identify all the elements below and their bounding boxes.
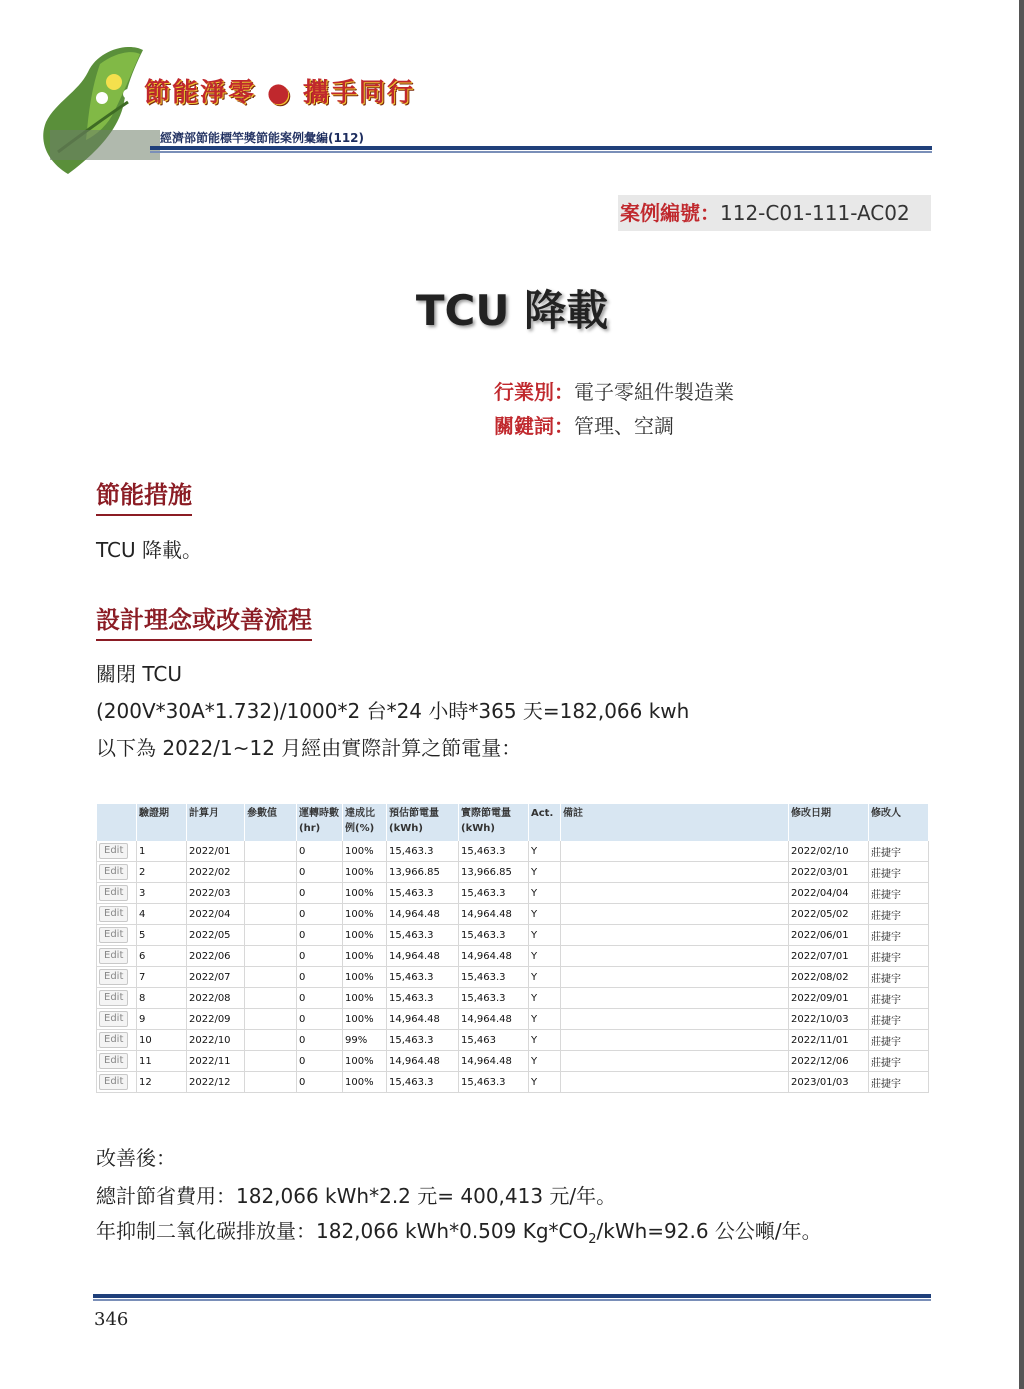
table-cell: 10 (137, 1030, 187, 1051)
table-cell (561, 904, 789, 925)
table-cell (245, 841, 297, 862)
table-cell: 2022/03 (187, 883, 245, 904)
table-cell: 6 (137, 946, 187, 967)
table-cell: 15,463.3 (387, 883, 459, 904)
table-cell: 0 (297, 946, 343, 967)
table-cell: 2023/01/03 (789, 1072, 869, 1093)
table-cell: 2022/08/02 (789, 967, 869, 988)
table-cell: 2022/04 (187, 904, 245, 925)
section-heading-design: 設計理念或改善流程 (96, 600, 312, 641)
table-row (97, 988, 929, 1009)
table-cell: 0 (297, 1009, 343, 1030)
table-cell: 100% (343, 967, 387, 988)
table-header-cell: 達成比例(%) (343, 804, 387, 841)
table-cell: 莊捷宇 (869, 988, 929, 1009)
table-cell: 2022/11/01 (789, 1030, 869, 1051)
cost-saving-line: 總計節省費用：182,066 kWh*2.2 元= 400,413 元/年。 (96, 1184, 617, 1208)
table-cell: 100% (343, 1051, 387, 1072)
edit-cell (97, 883, 137, 904)
table-row (97, 1051, 929, 1072)
table-cell (561, 1051, 789, 1072)
table-cell (245, 883, 297, 904)
table-cell: 13,966.85 (459, 862, 529, 883)
table-cell: 14,964.48 (387, 904, 459, 925)
table-cell: 2022/08 (187, 988, 245, 1009)
page-edge-bar (1019, 0, 1024, 1389)
table-header-cell: 運轉時數(hr) (297, 804, 343, 841)
edit-button[interactable]: Edit (99, 969, 128, 985)
table-cell: 莊捷宇 (869, 946, 929, 967)
table-cell: 2022/07 (187, 967, 245, 988)
table-cell: Y (529, 1072, 561, 1093)
table-cell: 13,966.85 (387, 862, 459, 883)
edit-button[interactable]: Edit (99, 948, 128, 964)
table-cell (561, 988, 789, 1009)
table-cell: 15,463 (459, 1030, 529, 1051)
table-cell (245, 925, 297, 946)
table-cell (561, 1030, 789, 1051)
table-cell: Y (529, 925, 561, 946)
edit-cell (97, 1009, 137, 1030)
table-cell: 0 (297, 1072, 343, 1093)
keywords-value: 管理、空調 (574, 414, 674, 438)
table-cell: 14,964.48 (387, 946, 459, 967)
header-rule-thin (150, 151, 932, 153)
table-cell: 2022/05 (187, 925, 245, 946)
table-cell: 100% (343, 904, 387, 925)
table-row (97, 967, 929, 988)
table-cell: 15,463.3 (459, 988, 529, 1009)
table-header-row (97, 804, 929, 841)
document-title: TCU 降載 (415, 286, 609, 335)
table-header-cell: 備註 (561, 804, 789, 841)
table-cell: 4 (137, 904, 187, 925)
table-cell: 100% (343, 883, 387, 904)
table-cell: 12 (137, 1072, 187, 1093)
table-cell: Y (529, 841, 561, 862)
table-cell: Y (529, 1051, 561, 1072)
table-cell: 99% (343, 1030, 387, 1051)
savings-table-wrapper (96, 804, 928, 1093)
edit-cell (97, 946, 137, 967)
edit-button[interactable]: Edit (99, 906, 128, 922)
table-cell: 15,463.3 (387, 1072, 459, 1093)
table-cell: 莊捷宇 (869, 1030, 929, 1051)
edit-cell (97, 988, 137, 1009)
edit-cell (97, 904, 137, 925)
logo (28, 42, 408, 182)
co2-suffix: /kWh=92.6 公公噸/年。 (596, 1219, 822, 1243)
table-cell (561, 862, 789, 883)
table-cell: 0 (297, 862, 343, 883)
table-cell: 2022/09 (187, 1009, 245, 1030)
table-cell: 0 (297, 904, 343, 925)
table-cell: 15,463.3 (387, 1030, 459, 1051)
edit-cell (97, 967, 137, 988)
table-cell: 15,463.3 (387, 925, 459, 946)
table-row (97, 1009, 929, 1030)
table-row (97, 841, 929, 862)
edit-cell (97, 1030, 137, 1051)
table-cell (245, 967, 297, 988)
design-line-2: (200V*30A*1.732)/1000*2 台*24 小時*365 天=182,066 kwh (96, 699, 690, 723)
edit-button[interactable]: Edit (99, 1074, 128, 1090)
co2-reduction-line (96, 1215, 822, 1247)
table-cell: 2022/06/01 (789, 925, 869, 946)
table-cell (245, 1051, 297, 1072)
case-number-box (618, 195, 931, 231)
table-row (97, 904, 929, 925)
table-cell: 0 (297, 883, 343, 904)
table-cell: 0 (297, 967, 343, 988)
edit-cell (97, 841, 137, 862)
table-cell: 莊捷宇 (869, 904, 929, 925)
case-number-value: 112-C01-111-AC02 (720, 201, 910, 225)
table-cell: Y (529, 946, 561, 967)
table-cell: 100% (343, 988, 387, 1009)
edit-button[interactable]: Edit (99, 1053, 128, 1069)
table-cell: Y (529, 967, 561, 988)
after-label: 改善後： (96, 1146, 176, 1170)
table-cell (561, 925, 789, 946)
table-cell: 莊捷宇 (869, 925, 929, 946)
table-cell: 100% (343, 1009, 387, 1030)
table-cell (245, 1030, 297, 1051)
table-row (97, 862, 929, 883)
table-header-cell: 實際節電量(kWh) (459, 804, 529, 841)
table-cell: 15,463.3 (387, 841, 459, 862)
table-cell: 15,463.3 (459, 841, 529, 862)
table-cell: 莊捷宇 (869, 883, 929, 904)
table-cell: 15,463.3 (459, 967, 529, 988)
table-header-cell: 計算月 (187, 804, 245, 841)
table-cell: 2022/10/03 (789, 1009, 869, 1030)
table-cell: 2022/09/01 (789, 988, 869, 1009)
table-cell: 0 (297, 841, 343, 862)
table-cell: 15,463.3 (387, 967, 459, 988)
table-cell: 2 (137, 862, 187, 883)
edit-button[interactable]: Edit (99, 843, 128, 859)
table-cell: Y (529, 1009, 561, 1030)
keywords-label: 關鍵詞： (494, 414, 574, 438)
co2-subscript: 2 (588, 1232, 597, 1247)
table-cell: 5 (137, 925, 187, 946)
table-cell: 14,964.48 (459, 1051, 529, 1072)
table-cell (245, 904, 297, 925)
table-cell: 2022/06 (187, 946, 245, 967)
measure-text: TCU 降載。 (96, 538, 203, 562)
table-cell: 0 (297, 1051, 343, 1072)
design-line-3: 以下為 2022/1~12 月經由實際計算之節電量： (96, 736, 522, 760)
table-header-cell: 預估節電量(kWh) (387, 804, 459, 841)
table-cell: Y (529, 883, 561, 904)
table-cell (561, 1009, 789, 1030)
edit-cell (97, 1051, 137, 1072)
table-cell (561, 967, 789, 988)
table-cell: 14,964.48 (387, 1009, 459, 1030)
table-cell: 0 (297, 1030, 343, 1051)
table-cell: 莊捷宇 (869, 841, 929, 862)
table-cell: Y (529, 904, 561, 925)
table-cell: 2022/02 (187, 862, 245, 883)
edit-cell (97, 925, 137, 946)
footer-rule-thin (93, 1299, 931, 1301)
table-header-cell: 修改人 (869, 804, 929, 841)
table-cell: 0 (297, 925, 343, 946)
table-cell (245, 946, 297, 967)
table-cell: 8 (137, 988, 187, 1009)
table-row (97, 925, 929, 946)
edit-button[interactable]: Edit (99, 990, 128, 1006)
case-number-label: 案例編號： (620, 201, 720, 225)
edit-button[interactable]: Edit (99, 927, 128, 943)
savings-table (96, 804, 929, 1093)
table-cell: 15,463.3 (459, 883, 529, 904)
table-cell (561, 946, 789, 967)
table-cell (245, 1072, 297, 1093)
table-cell: 15,463.3 (459, 925, 529, 946)
table-header-cell: 修改日期 (789, 804, 869, 841)
table-cell: 2022/07/01 (789, 946, 869, 967)
table-cell: 100% (343, 946, 387, 967)
table-cell: 1 (137, 841, 187, 862)
keywords-line (494, 410, 674, 439)
table-cell: 莊捷宇 (869, 1009, 929, 1030)
page-number: 346 (94, 1309, 129, 1330)
table-cell: 15,463.3 (459, 1072, 529, 1093)
table-header-cell: 參數值 (245, 804, 297, 841)
industry-label: 行業別： (494, 380, 574, 404)
table-cell: 7 (137, 967, 187, 988)
table-cell: 莊捷宇 (869, 1051, 929, 1072)
table-cell: Y (529, 862, 561, 883)
table-cell: Y (529, 1030, 561, 1051)
table-cell: 2022/12 (187, 1072, 245, 1093)
table-cell: 2022/02/10 (789, 841, 869, 862)
table-cell: 100% (343, 841, 387, 862)
section-heading-measure: 節能措施 (96, 475, 192, 516)
footer-rule (93, 1294, 931, 1298)
table-header-cell (97, 804, 137, 841)
design-line-1: 關閉 TCU (96, 662, 183, 686)
table-cell (561, 1072, 789, 1093)
table-row (97, 883, 929, 904)
table-cell: 2022/11 (187, 1051, 245, 1072)
edit-button[interactable]: Edit (99, 1011, 128, 1027)
logo-title: 節能淨零 ● 攜手同行 (144, 78, 415, 108)
table-row (97, 946, 929, 967)
table-cell: 2022/01 (187, 841, 245, 862)
table-cell: 14,964.48 (459, 1009, 529, 1030)
edit-button[interactable]: Edit (99, 885, 128, 901)
table-cell: 100% (343, 1072, 387, 1093)
table-cell: 14,964.48 (459, 946, 529, 967)
edit-button[interactable]: Edit (99, 1032, 128, 1048)
table-row (97, 1030, 929, 1051)
table-cell (561, 841, 789, 862)
taiwan-leaf-logo-icon (28, 42, 408, 182)
table-cell: 3 (137, 883, 187, 904)
table-header-cell: Act. (529, 804, 561, 841)
table-body (97, 841, 929, 1093)
table-cell: 14,964.48 (387, 1051, 459, 1072)
table-cell: 莊捷宇 (869, 1072, 929, 1093)
table-header-cell: 驗證期 (137, 804, 187, 841)
table-cell: 2022/12/06 (789, 1051, 869, 1072)
table-cell: 100% (343, 862, 387, 883)
table-cell: 2022/05/02 (789, 904, 869, 925)
logo-subtitle: 經濟部節能標竿獎節能案例彙編(112) (160, 131, 365, 145)
table-cell: 2022/03/01 (789, 862, 869, 883)
table-cell (245, 988, 297, 1009)
edit-button[interactable]: Edit (99, 864, 128, 880)
table-cell: 2022/04/04 (789, 883, 869, 904)
table-row (97, 1072, 929, 1093)
industry-line (494, 376, 734, 405)
table-cell (245, 1009, 297, 1030)
table-cell: 0 (297, 988, 343, 1009)
table-cell: 莊捷宇 (869, 862, 929, 883)
table-cell: 莊捷宇 (869, 967, 929, 988)
table-cell: Y (529, 988, 561, 1009)
header-rule (150, 146, 932, 150)
table-cell (245, 862, 297, 883)
table-cell: 15,463.3 (387, 988, 459, 1009)
table-cell: 100% (343, 925, 387, 946)
table-cell: 11 (137, 1051, 187, 1072)
edit-cell (97, 1072, 137, 1093)
table-cell: 14,964.48 (459, 904, 529, 925)
table-cell (561, 883, 789, 904)
table-cell: 9 (137, 1009, 187, 1030)
co2-prefix: 年抑制二氧化碳排放量：182,066 kWh*0.509 Kg*CO (96, 1219, 589, 1243)
table-cell: 2022/10 (187, 1030, 245, 1051)
edit-cell (97, 862, 137, 883)
industry-value: 電子零組件製造業 (574, 380, 734, 404)
